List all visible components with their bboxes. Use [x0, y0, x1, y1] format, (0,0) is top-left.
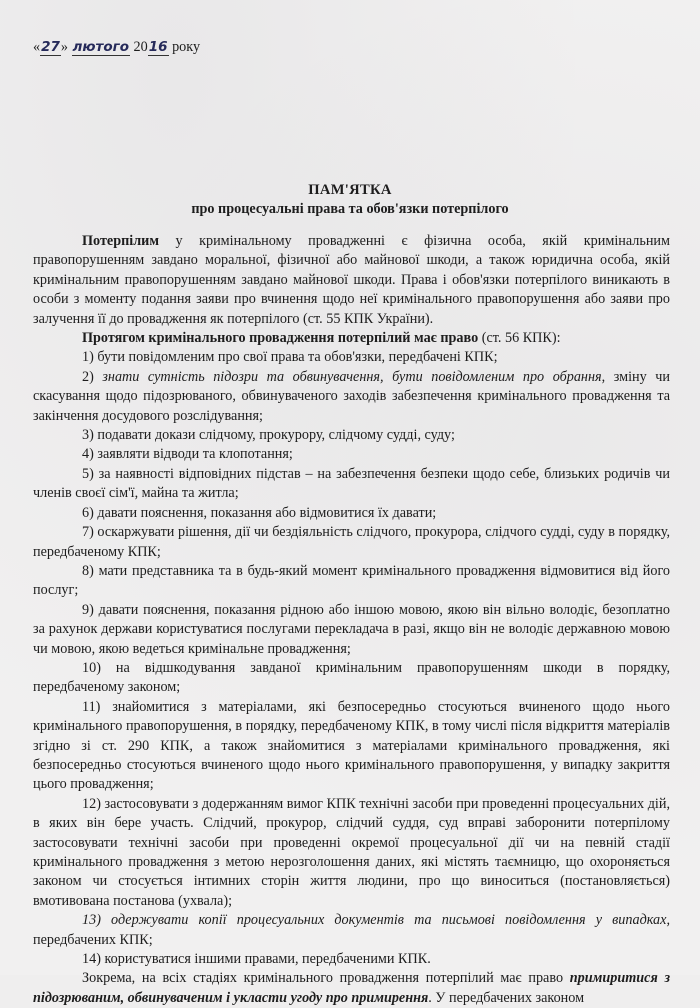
right-item-3: 3) подавати докази слідчому, прокурору, слідчому судді, суду;	[82, 427, 455, 444]
right-item-6: 6) давати пояснення, показання або відмовитися їх давати;	[82, 504, 437, 521]
title-block	[0, 181, 700, 219]
right-item-2	[33, 368, 670, 426]
right-item-10: 10) на відшкодування завданої кримінальним правопорушенням шкоди в порядку, передбаченому законом;	[33, 659, 670, 696]
rights-heading-bold: Протягом кримінального провадження потерпілий має право	[82, 330, 479, 347]
rights-heading-rest: (ст. 56 КПК):	[478, 330, 561, 347]
intro-term: Потерпілим	[82, 233, 160, 249]
date-day: 27	[41, 39, 60, 55]
right-2-number: 2)	[82, 368, 103, 385]
right-13-rest: передбачених КПК;	[33, 931, 153, 948]
date-month: лютого	[72, 39, 129, 55]
date-year-word: року	[172, 39, 201, 55]
right-item-7: 7) оскаржувати рішення, дії чи бездіяльність слідчого, прокурора, слідчого судді, суду в порядку, передбаченому КПК;	[33, 524, 670, 560]
right-13-italic: 13) одержувати копії процесуальних документів та письмові повідомлення у випадках,	[82, 912, 670, 929]
right-item-14: 14) користуватися іншими правами, передбаченими КПК.	[82, 951, 431, 968]
rights-heading	[33, 329, 670, 348]
right-item-5: 5) за наявності відповідних підстав – на забезпечення безпеки щодо себе, близьких родичів чи членів своєї сім'ї, майна та житла;	[33, 465, 670, 502]
intro-paragraph	[33, 232, 670, 329]
intro-text: у кримінальному провадженні є фізична особа, якій кримінальним правопорушенням завдано моральної, фізичної або майнової шкоди, а також юридична особа, якій кримінальним правопорушенням завдано майнової шкоди. Права і обов'язки потерпілого виникають в особи з моменту подання заяви про вчинення щодо неї кримінального правопорушення або заяви про залучення її до провадження як потерпілого (ст. 55 КПК України).	[33, 233, 670, 327]
right-item-4: 4) заявляти відводи та клопотання;	[82, 446, 293, 463]
closing-paragraph	[33, 969, 670, 1008]
closing-emphasis: примиритися з підозрюваним, обвинуваченим і укласти угоду про примирення	[33, 970, 670, 1006]
right-item-11: 11) знайомитися з матеріалами, які безпосередньо стосуються вчиненого щодо нього кримінального правопорушення, в порядку, передбаченому КПК, в тому числі після відкриття матеріалів згідно зі ст. 290 КПК, а також знайомитися з матеріалами кримінального провадження, які безпосередньо стосуються вчиненого щодо нього кримінального правопорушення, у випадку закриття цього провадження;	[33, 698, 670, 793]
date-close-quote: »	[60, 39, 68, 55]
right-item-13	[33, 911, 670, 950]
date-year-suffix: 16	[148, 39, 168, 55]
date-year-prefix: 20	[133, 39, 148, 55]
closing-start: Зокрема, на всіх стадіях кримінального провадження потерпілий має право	[82, 970, 570, 987]
right-item-8: 8) мати представника та в будь-який момент кримінального провадження відмовитися від його послуг;	[33, 562, 670, 599]
closing-end: . У передбачених законом	[428, 989, 585, 1006]
right-item-9: 9) давати пояснення, показання рідною або іншою мовою, якою він вільно володіє, безоплатно за рахунок держави користуватися послугами перекладача в разі, якщо він не володіє державною мовою чи мовою, якою ведеться кримінальне провадження;	[33, 601, 670, 657]
document-body	[33, 232, 670, 1008]
document-title: ПАМ'ЯТКА	[308, 182, 392, 198]
document-subtitle: про процесуальні права та обов'язки потерпілого	[191, 201, 509, 217]
date-open-quote: «	[33, 39, 41, 55]
right-item-1: 1) бути повідомленим про свої права та обов'язки, передбачені КПК;	[82, 349, 498, 366]
right-item-12: 12) застосовувати з додержанням вимог КПК технічні засоби при проведенні процесуальних дій, в яких він бере участь. Слідчий, прокурор, слідчий суддя, суд вправі заборонити потерпілому застосовувати технічні засоби при проведенні окремої процесуальної дії чи на певній стадії кримінального провадження з метою нерозголошення даних, які містять таємницю, що охороняється законом чи стосується інтимних сторін життя людини, про що виноситься (постановляється) вмотивована постанова (ухвала);	[33, 795, 670, 909]
document-date	[33, 39, 200, 56]
right-2-rest: , зміну чи скасування щодо підозрюваного, обвинуваченого заходів забезпечення кримінального провадження та закінчення досудового розслідування;	[33, 368, 670, 424]
right-2-italic: знати сутність підозри та обвинувачення, бути повідомленим про обрання	[102, 368, 602, 385]
